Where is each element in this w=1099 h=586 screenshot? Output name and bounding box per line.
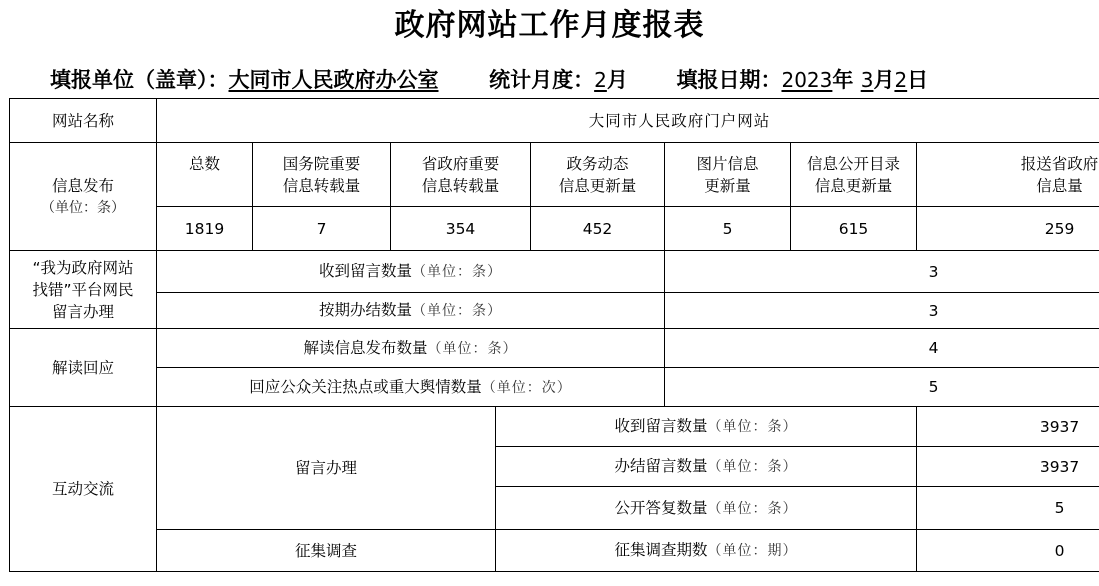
page-title: 政府网站工作月度报表 [394, 8, 705, 43]
interpret-release-unit: （单位：条） [427, 340, 518, 357]
msg-completed-text: 办结留言数量 [614, 457, 708, 475]
report-meta [50, 66, 928, 94]
header-disclosure [791, 143, 917, 207]
site-name-label: 网站名称 [10, 99, 157, 143]
msg-completed-label [496, 447, 917, 487]
date-month: 3 [860, 68, 874, 92]
msg-received-value: 3937 [917, 407, 1099, 447]
header-gov-news-l1: 政务动态 [566, 154, 629, 173]
survey-periods-unit: （单位：期） [707, 543, 798, 559]
error-platform-l1: “我为政府网站 [32, 258, 134, 277]
interpret-label: 解读回应 [10, 329, 157, 407]
interpret-response-value: 5 [665, 368, 1099, 407]
value-state-council: 7 [253, 207, 391, 251]
value-gov-news: 452 [531, 207, 665, 251]
interpret-release-label [157, 329, 665, 368]
header-picture [665, 143, 791, 207]
msg-completed-unit: （单位：条） [707, 459, 798, 475]
header-gov-news-l2: 信息更新量 [558, 176, 637, 195]
date-year: 2023 [781, 68, 833, 92]
header-state-council-l1: 国务院重要 [282, 154, 361, 173]
header-picture-l1: 图片信息 [696, 154, 759, 173]
info-release-unit: （单位：条） [41, 199, 125, 216]
header-disclosure-l1: 信息公开目录 [806, 154, 900, 173]
header-submit-province [917, 143, 1099, 207]
msg-public-reply-text: 公开答复数量 [614, 498, 708, 517]
unit-label: 填报单位（盖章）： [50, 68, 229, 92]
error-received-unit: （单位：条） [412, 264, 502, 280]
header-disclosure-l2: 信息更新量 [814, 176, 893, 195]
header-gov-news [531, 143, 665, 207]
date-day: 2 [894, 68, 908, 92]
interpret-response-unit: （单位：次） [481, 379, 572, 396]
survey-periods-text: 征集调查期数 [614, 541, 708, 559]
interpret-release-text: 解读信息发布数量 [303, 338, 428, 357]
value-disclosure: 615 [791, 207, 917, 251]
survey-label: 征集调查 [157, 530, 496, 572]
error-completed-text: 按期办结数量 [318, 301, 412, 319]
msg-received-text: 收到留言数量 [614, 417, 708, 435]
info-release-label [10, 143, 157, 251]
month-value: 2 [594, 68, 607, 92]
msg-public-reply-unit: （单位：条） [707, 500, 798, 517]
report-table [9, 98, 1099, 572]
month-label: 统计月度： [489, 68, 595, 92]
error-completed-value: 3 [665, 293, 1099, 329]
value-picture: 5 [665, 207, 791, 251]
msg-public-reply-label [496, 487, 917, 530]
value-submit-province: 259 [917, 207, 1099, 251]
error-completed-label [157, 293, 665, 329]
interpret-response-text: 回应公众关注热点或重大舆情数量 [249, 377, 482, 396]
error-received-value: 3 [665, 251, 1099, 293]
msg-completed-value: 3937 [917, 447, 1099, 487]
error-received-text: 收到留言数量 [318, 262, 412, 280]
info-release-title: 信息发布 [51, 176, 114, 195]
survey-periods-label [496, 530, 917, 572]
date-label: 填报日期： [676, 68, 782, 92]
interaction-label: 互动交流 [10, 407, 157, 572]
value-total: 1819 [157, 207, 253, 251]
month-suffix: 月 [606, 68, 628, 92]
error-platform-l2: 找错”平台网民 [32, 280, 134, 299]
date-day-suffix: 日 [907, 68, 929, 92]
unit-value: 大同市人民政府办公室 [228, 68, 439, 92]
header-province-l1: 省政府重要 [421, 154, 500, 173]
interpret-response-label [157, 368, 665, 407]
error-platform-label [10, 251, 157, 329]
header-province [391, 143, 531, 207]
error-platform-l3: 留言办理 [51, 302, 114, 321]
date-month-suffix: 月 [873, 68, 895, 92]
date-year-suffix: 年 [832, 68, 854, 92]
error-received-label [157, 251, 665, 293]
survey-periods-value: 0 [917, 530, 1099, 572]
header-state-council-l2: 信息转载量 [282, 176, 361, 195]
header-province-l2: 信息转载量 [421, 176, 500, 195]
interpret-release-value: 4 [665, 329, 1099, 368]
value-province: 354 [391, 207, 531, 251]
message-handling-label: 留言办理 [157, 407, 496, 530]
header-total-text: 总数 [188, 154, 220, 173]
msg-public-reply-value: 5 [917, 487, 1099, 530]
header-submit-province-l2: 信息量 [1036, 176, 1083, 195]
header-total [157, 143, 253, 207]
header-picture-l2: 更新量 [704, 176, 751, 195]
site-name-value: 大同市人民政府门户网站 [157, 99, 1099, 143]
msg-received-unit: （单位：条） [707, 419, 798, 435]
header-submit-province-l1: 报送省政府 [1020, 154, 1099, 173]
header-state-council [253, 143, 391, 207]
error-completed-unit: （单位：条） [412, 303, 502, 319]
msg-received-label [496, 407, 917, 447]
